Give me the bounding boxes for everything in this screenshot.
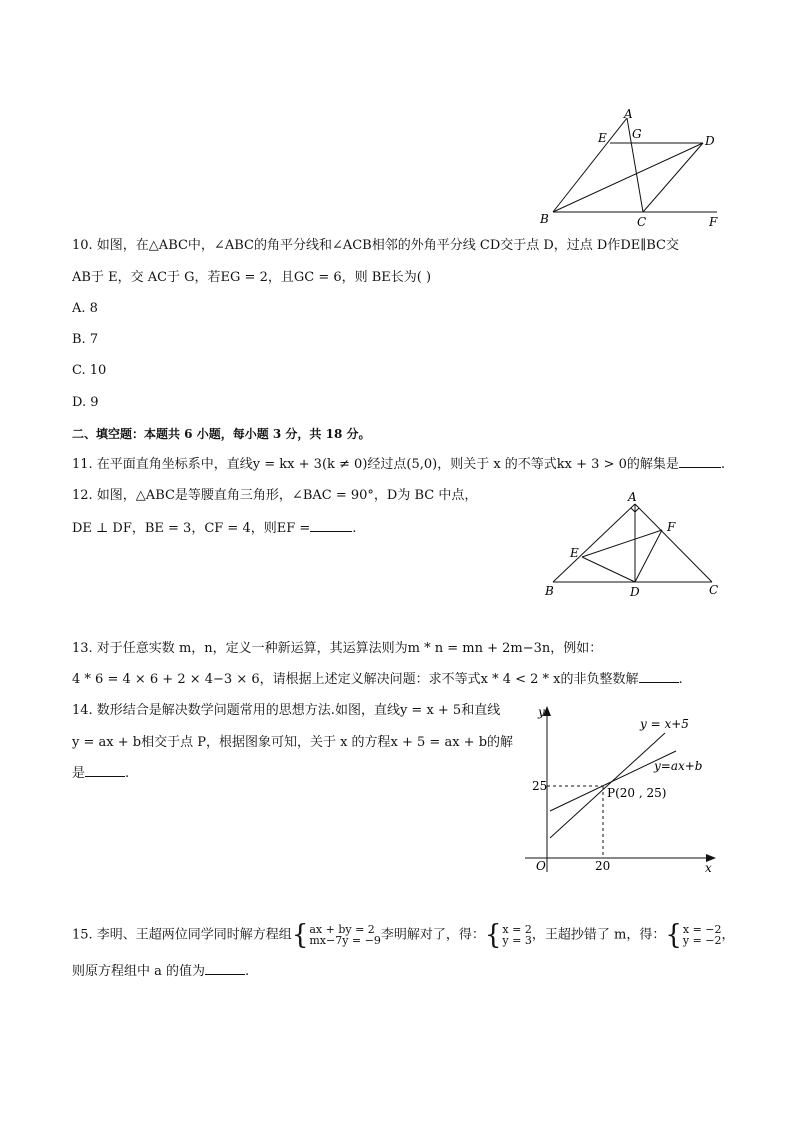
label-E: E <box>570 546 579 560</box>
q10-figure <box>530 104 730 232</box>
y-axis-label: y <box>538 705 545 719</box>
line1-label: y = x+5 <box>640 717 689 731</box>
label-A: A <box>624 107 633 121</box>
q15-solution-1: { x = 2 y = 3 <box>484 919 532 951</box>
label-A: A <box>628 490 637 504</box>
q13-answer-blank <box>639 670 679 683</box>
x-axis-label: x <box>705 861 712 875</box>
label-C: C <box>709 583 719 597</box>
q13-text-line1: 13. 对于任意实数 m，n，定义一种新运算，其运算法则为m * n = mn + 2m−3n，例如： <box>72 641 603 656</box>
label-B: B <box>540 212 549 226</box>
q14-answer-blank <box>85 764 125 777</box>
label-F: F <box>667 520 676 534</box>
q10-option-c: C. 10 <box>72 363 107 378</box>
q14-text-line2: y = ax + b相交于点 P，根据图象可知，关于 x 的方程x + 5 = ax + b的解 <box>72 735 514 750</box>
label-C: C <box>637 215 647 229</box>
label-D: D <box>705 134 715 148</box>
q14-text-line3: 是 . <box>72 766 130 781</box>
line2-label: y=ax+b <box>654 759 703 773</box>
label-B: B <box>545 584 554 598</box>
q14-graph <box>520 700 725 880</box>
q14-text-line1: 14. 数形结合是解决数学问题常用的思想方法.如图，直线y = x + 5和直线 <box>72 703 501 718</box>
q15-answer-blank <box>205 962 245 975</box>
q11-text: 11. 在平面直角坐标系中，直线y = kx + 3(k ≠ 0)经过点(5,0)，则关于 x 的不等式kx + 3 > 0的解集是 . <box>72 457 726 472</box>
section-heading: 二、填空题：本题共 6 小题，每小题 3 分，共 18 分。 <box>72 427 371 441</box>
q10-option-b: B. 7 <box>72 332 99 347</box>
point-p-label: P(20 , 25) <box>607 786 667 800</box>
q13-text-line2: 4 * 6 = 4 × 6 + 2 × 4−3 × 6，请根据上述定义解决问题：求不等式x * 4 < 2 * x的非负整数解 . <box>72 672 683 687</box>
q15-solution-2: { x = −2 y = −2 <box>665 919 722 951</box>
q10-option-d: D. 9 <box>72 395 99 410</box>
y-tick-25: 25 <box>532 779 548 793</box>
q10-text-line2: AB于 E，交 AC于 G，若EG = 2，且GC = 6，则 BE长为( ) <box>72 270 432 285</box>
q12-answer-blank <box>310 519 352 532</box>
q12-text-line1: 12. 如图，△ABC是等腰直角三角形，∠BAC = 90°，D为 BC 中点， <box>72 488 478 503</box>
origin-label: O <box>536 859 546 873</box>
q12-figure <box>538 486 728 600</box>
q15-system: { ax + by = 2 mx−7y = −9 <box>291 919 381 951</box>
label-E: E <box>598 131 607 145</box>
label-G: G <box>632 127 642 141</box>
q10-text-line1: 10. 如图，在△ABC中，∠ABC的角平分线和∠ACB相邻的外角平分线 CD交于点 D，过点 D作DE∥BC交 <box>72 238 680 253</box>
q15-text-line2: 则原方程组中 a 的值为 . <box>72 964 250 979</box>
x-tick-20: 20 <box>595 859 611 873</box>
q12-text-line2: DE ⊥ DF，BE = 3，CF = 4，则EF = . <box>72 521 357 536</box>
q10-option-a: A. 8 <box>72 301 98 316</box>
q15-text-line1: 15. 李明、王超两位同学同时解方程组 { ax + by = 2 mx−7y = −9 李明解对了，得： { x = 2 y = 3 ，王超抄错了 m，得： { x = −2 y = −2 ， <box>72 919 735 951</box>
label-F: F <box>709 215 718 229</box>
q11-answer-blank <box>679 455 721 468</box>
label-D: D <box>630 585 640 599</box>
